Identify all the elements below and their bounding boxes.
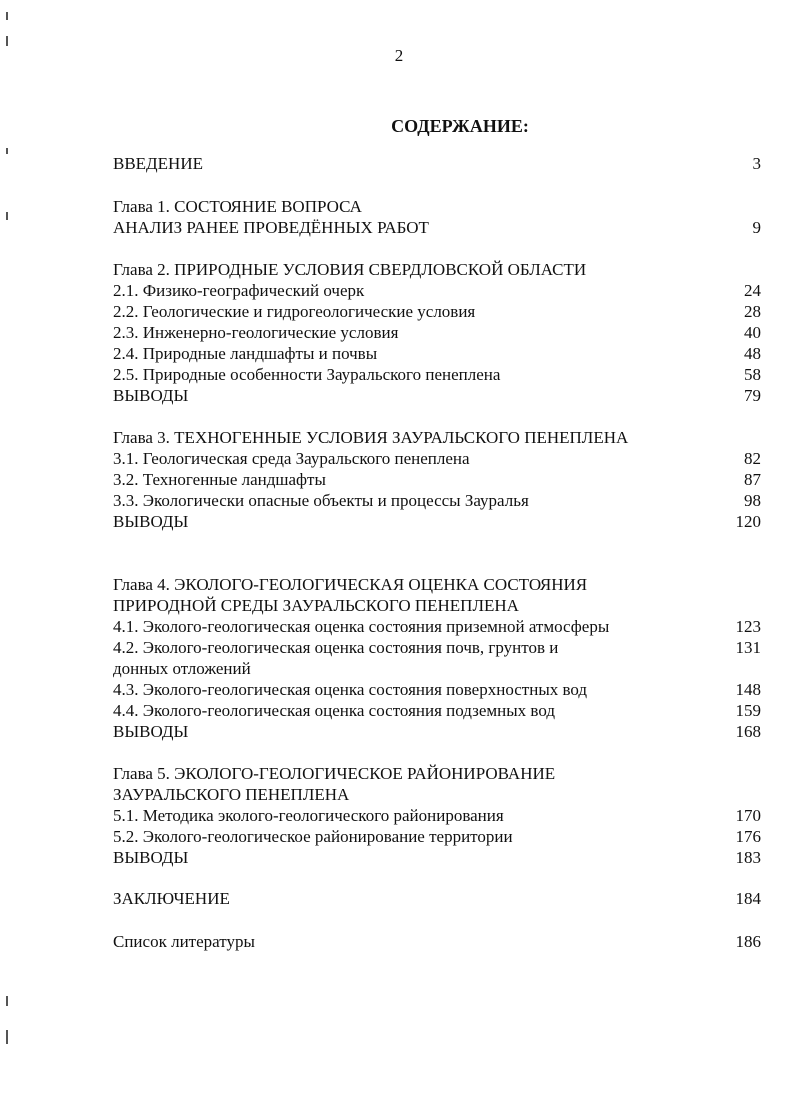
chapter-title: Глава 1. СОСТОЯНИЕ ВОПРОСА xyxy=(113,197,362,216)
page-number: 2 xyxy=(394,46,404,65)
section-title: 3.1. Геологическая среда Зауральского пенеплена xyxy=(113,449,470,468)
toc-entry-title: ЗАКЛЮЧЕНИЕ xyxy=(113,889,230,908)
section-page: 148 xyxy=(735,680,761,699)
chapter-title: АНАЛИЗ РАНЕЕ ПРОВЕДЁННЫХ РАБОТ xyxy=(113,218,429,237)
scan-speck xyxy=(6,1030,8,1044)
chapter-title: ЗАУРАЛЬСКОГО ПЕНЕПЛЕНА xyxy=(113,785,350,804)
toc-entry-title: ВВЕДЕНИЕ xyxy=(113,154,203,173)
section-title: 2.3. Инженерно-геологические условия xyxy=(113,323,399,342)
conclusions-page: 79 xyxy=(744,386,761,405)
conclusions-title: ВЫВОДЫ xyxy=(113,386,189,405)
toc-entry-page: 186 xyxy=(735,932,761,951)
section-title: 3.2. Техногенные ландшафты xyxy=(113,470,326,489)
section-page: 87 xyxy=(744,470,761,489)
section-page: 40 xyxy=(744,323,761,342)
scan-speck xyxy=(6,12,8,20)
chapter-title: Глава 2. ПРИРОДНЫЕ УСЛОВИЯ СВЕРДЛОВСКОЙ ОБЛАСТИ xyxy=(113,260,587,279)
section-page: 24 xyxy=(744,281,761,300)
toc-entry-page: 3 xyxy=(752,154,761,173)
section-page: 28 xyxy=(744,302,761,321)
section-page: 58 xyxy=(744,365,761,384)
section-page: 82 xyxy=(744,449,761,468)
conclusions-page: 183 xyxy=(735,848,761,867)
section-title: 2.5. Природные особенности Зауральского пенеплена xyxy=(113,365,501,384)
scan-speck xyxy=(6,996,8,1006)
toc-entry-page: 184 xyxy=(735,889,761,908)
conclusions-page: 120 xyxy=(735,512,761,531)
conclusions-page: 168 xyxy=(735,722,761,741)
section-title: 4.3. Эколого-геологическая оценка состояния поверхностных вод xyxy=(113,680,588,699)
conclusions-title: ВЫВОДЫ xyxy=(113,722,189,741)
section-title: 2.2. Геологические и гидрогеологические условия xyxy=(113,302,476,321)
chapter-title: Глава 5. ЭКОЛОГО-ГЕОЛОГИЧЕСКОЕ РАЙОНИРОВАНИЕ xyxy=(113,764,556,783)
conclusions-title: ВЫВОДЫ xyxy=(113,848,189,867)
section-title: 2.1. Физико-географический очерк xyxy=(113,281,365,300)
scan-speck xyxy=(6,148,8,154)
section-page: 131 xyxy=(735,638,761,657)
toc-entry-page: 9 xyxy=(752,218,761,237)
section-page: 176 xyxy=(735,827,761,846)
conclusions-title: ВЫВОДЫ xyxy=(113,512,189,531)
section-title: 4.4. Эколого-геологическая оценка состояния подземных вод xyxy=(113,701,555,720)
section-page: 159 xyxy=(735,701,761,720)
section-page: 48 xyxy=(744,344,761,363)
chapter-title: ПРИРОДНОЙ СРЕДЫ ЗАУРАЛЬСКОГО ПЕНЕПЛЕНА xyxy=(113,596,519,615)
section-title: 4.1. Эколого-геологическая оценка состояния приземной атмосферы xyxy=(113,617,610,636)
section-title: 5.1. Методика эколого-геологического районирования xyxy=(113,806,504,825)
section-title-continuation: донных отложений xyxy=(113,659,251,678)
section-page: 123 xyxy=(735,617,761,636)
section-title: 2.4. Природные ландшафты и почвы xyxy=(113,344,378,363)
toc-title: СОДЕРЖАНИЕ: xyxy=(391,116,529,136)
section-title: 5.2. Эколого-геологическое районирование территории xyxy=(113,827,513,846)
toc-entry-title: Список литературы xyxy=(113,932,255,951)
section-title: 4.2. Эколого-геологическая оценка состояния почв, грунтов и xyxy=(113,638,559,657)
chapter-title: Глава 4. ЭКОЛОГО-ГЕОЛОГИЧЕСКАЯ ОЦЕНКА СОСТОЯНИЯ xyxy=(113,575,588,594)
section-page: 170 xyxy=(735,806,761,825)
scan-speck xyxy=(6,212,8,220)
section-title: 3.3. Экологически опасные объекты и процессы Зауралья xyxy=(113,491,529,510)
chapter-title: Глава 3. ТЕХНОГЕННЫЕ УСЛОВИЯ ЗАУРАЛЬСКОГО ПЕНЕПЛЕНА xyxy=(113,428,629,447)
scan-speck xyxy=(6,36,8,46)
section-page: 98 xyxy=(744,491,761,510)
